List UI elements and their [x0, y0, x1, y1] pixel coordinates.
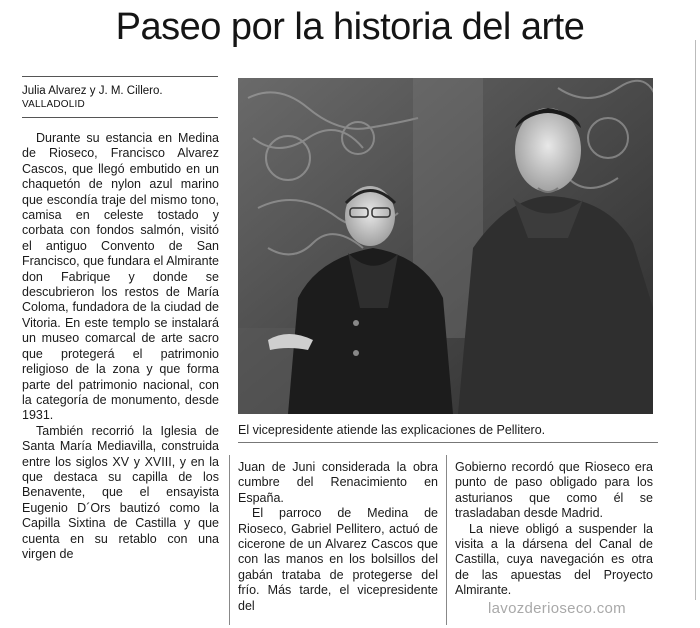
article-column-1 [22, 131, 219, 562]
article-photo [238, 78, 653, 414]
article-column-2 [238, 460, 438, 614]
byline-authors: Julia Alvarez y J. M. Cillero. [22, 85, 163, 97]
article-column-3 [455, 460, 653, 599]
paragraph: Durante su estancia en Medina de Rioseco, Francisco Alvarez Cascos, que llegó embutido en un chaquetón de nylon azul marino que escondía traje del mismo tono, camisa en celeste tostado y corbata con fondos salmón, visitó el antiguo Convento de San Francisco, que fundara el Almirante don Fabrique y donde se descubrieron los restos de María Coloma, fundadora de la ciudad de Vitoria. En este templo se instalará un museo comarcal de arte sacro que protegerá el patrimonio religioso de la zona y que forma parte del patrimonio nacional, con la categoría de monumento, desde 1931. [22, 131, 219, 423]
caption-rule [238, 442, 658, 443]
byline [22, 84, 222, 112]
paragraph: También recorrió la Iglesia de Santa María Mediavilla, construida entre los siglos XV y XVIII, y en la que destaca su capilla de los Benavente, que el ensayista Eugenio D´Ors bautizó como la Capilla Sixtina de Castilla y que cuenta en su retablo con una virgen de [22, 423, 219, 561]
page-edge [695, 40, 696, 600]
column-divider [446, 455, 447, 625]
paragraph: Juan de Juni considerada la obra cumbre del Renacimiento en España. [238, 460, 438, 505]
byline-top-rule [22, 76, 218, 77]
site-watermark: lavozderioseco.com [488, 600, 626, 617]
byline-dateline: VALLADOLID [22, 99, 85, 110]
column-divider [229, 455, 230, 625]
byline-bottom-rule [22, 117, 218, 118]
paragraph: Gobierno recordó que Rioseco era punto de paso obligado para los asturianos que como él se trasladaban desde Madrid. [455, 460, 653, 521]
photo-caption: El vicepresidente atiende las explicaciones de Pellitero. [238, 423, 546, 437]
paragraph: La nieve obligó a suspender la visita a la dársena del Canal de Castilla, cuya navegación es otra de las apuestas del Proyecto Almirante. [455, 521, 653, 598]
paragraph: El parroco de Medina de Rioseco, Gabriel Pellitero, actuó de cicerone de un Alvarez Cascos que con las manos en los bolsillos del gabán trataba de protegerse del frío. Más tarde, el vicepresidente del [238, 506, 438, 613]
photo-illustration [238, 78, 653, 414]
article-headline: Paseo por la historia del arte [115, 6, 585, 48]
